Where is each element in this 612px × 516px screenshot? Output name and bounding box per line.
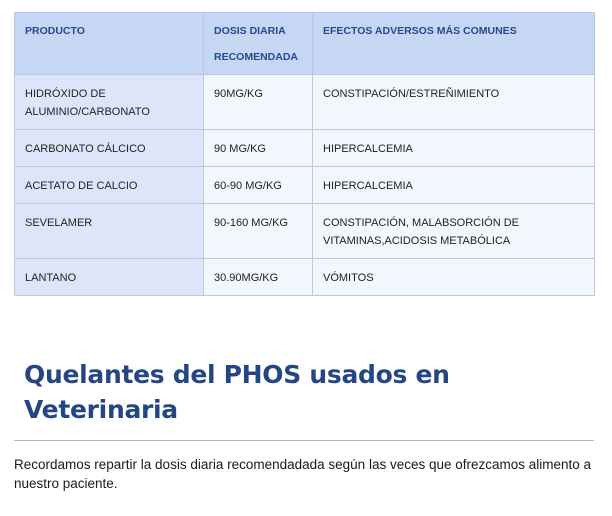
dosage-table-container bbox=[14, 12, 594, 296]
header-product: PRODUCTO bbox=[15, 13, 204, 75]
product-cell: CARBONATO CÁLCICO bbox=[15, 130, 204, 167]
phos-binders-table bbox=[14, 12, 595, 296]
dose-cell: 30.90MG/KG bbox=[204, 259, 313, 296]
table-header-row bbox=[15, 13, 595, 75]
effects-cell: HIPERCALCEMIA bbox=[313, 167, 595, 204]
product-cell: LANTANO bbox=[15, 259, 204, 296]
product-cell: SEVELAMER bbox=[15, 204, 204, 259]
effects-cell: VÓMITOS bbox=[313, 259, 595, 296]
effects-cell: HIPERCALCEMIA bbox=[313, 130, 595, 167]
dose-cell: 90-160 MG/KG bbox=[204, 204, 313, 259]
table-row bbox=[15, 167, 595, 204]
table-row bbox=[15, 259, 595, 296]
dosage-note: Recordamos repartir la dosis diaria recomendadada según las veces que ofrezcamos alimento a nuestro paciente. bbox=[14, 457, 592, 491]
effects-cell: CONSTIPACIÓN, MALABSORCIÓN DE VITAMINAS,ACIDOSIS METABÓLICA bbox=[313, 204, 595, 259]
table-row bbox=[15, 130, 595, 167]
header-daily-dose: DOSIS DIARIA RECOMENDADA bbox=[204, 13, 313, 75]
table-row bbox=[15, 204, 595, 259]
product-cell: HIDRÓXIDO DE ALUMINIO/CARBONATO bbox=[15, 75, 204, 130]
section-divider bbox=[14, 440, 594, 441]
product-cell: ACETATO DE CALCIO bbox=[15, 167, 204, 204]
effects-cell: CONSTIPACIÓN/ESTREÑIMIENTO bbox=[313, 75, 595, 130]
table-row bbox=[15, 75, 595, 130]
section-title: Quelantes del PHOS usados en Veterinaria bbox=[24, 360, 450, 424]
dose-cell: 90 MG/KG bbox=[204, 130, 313, 167]
dose-cell: 60-90 MG/KG bbox=[204, 167, 313, 204]
dose-cell: 90MG/KG bbox=[204, 75, 313, 130]
header-adverse-effects: EFECTOS ADVERSOS MÁS COMUNES bbox=[313, 13, 595, 75]
